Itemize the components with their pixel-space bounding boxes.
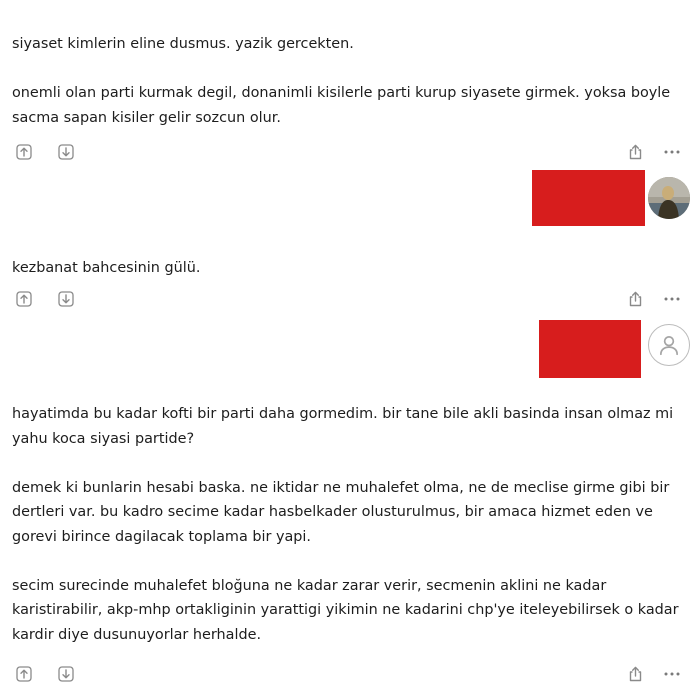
share-icon[interactable] bbox=[625, 142, 645, 162]
author-name-redacted[interactable] bbox=[539, 320, 641, 378]
more-dots-icon[interactable] bbox=[660, 142, 684, 162]
entry-1-paragraph-1: siyaset kimlerin eline dusmus. yazik gercekten. bbox=[12, 36, 354, 52]
avatar-photo-image bbox=[648, 177, 690, 219]
entry-2-content bbox=[12, 256, 680, 281]
arrow-down-icon[interactable] bbox=[56, 142, 76, 162]
entry-3-actions bbox=[12, 664, 680, 684]
entry-1-content bbox=[12, 32, 680, 130]
share-icon[interactable] bbox=[625, 289, 645, 309]
entry-3-paragraph-2: demek ki bunlarin hesabi baska. ne iktidar ne muhalefet olma, ne de meclise girme gibi bir dertleri var. bu kadro secime kadar hasbelkader olusturulmus, bir amaca hizmet eden ve gorevi birince dagilacak toplama bir yapi. bbox=[12, 479, 670, 545]
share-icon[interactable] bbox=[625, 664, 645, 684]
entry-1-paragraph-2: onemli olan parti kurmak degil, donanimli kisilerle parti kurup siyasete girmek. yoksa boyle sacma sapan kisiler gelir sozcun olur. bbox=[12, 85, 671, 126]
entry-2-actions bbox=[12, 289, 680, 309]
entry-3-paragraph-3: secim surecinde muhalefet bloğuna ne kadar zarar verir, secmenin aklini ne kadar karistirabilir, akp-mhp ortakliginin yarattigi yikimin ne kadarini chp'ye iteleyebilirsek o kadar kardir diye dusunuyorlar herhalde. bbox=[12, 577, 679, 643]
arrow-up-icon[interactable] bbox=[14, 142, 34, 162]
author-name-redacted[interactable] bbox=[532, 170, 645, 226]
default-user-icon[interactable] bbox=[648, 324, 690, 366]
arrow-down-icon[interactable] bbox=[56, 289, 76, 309]
user-silhouette-icon bbox=[656, 332, 682, 358]
entry-2-paragraph-1: kezbanat bahcesinin gülü. bbox=[12, 260, 201, 276]
more-dots-icon[interactable] bbox=[660, 664, 684, 684]
entry-3-content bbox=[12, 402, 680, 647]
photo-avatar[interactable] bbox=[648, 177, 690, 219]
entry-3-paragraph-1: hayatimda bu kadar kofti bir parti daha gormedim. bir tane bile akli basinda insan olmaz mi yahu koca siyasi partide? bbox=[12, 406, 674, 447]
arrow-up-icon[interactable] bbox=[14, 289, 34, 309]
more-dots-icon[interactable] bbox=[660, 289, 684, 309]
entry-1-actions bbox=[12, 142, 680, 162]
arrow-up-icon[interactable] bbox=[14, 664, 34, 684]
arrow-down-icon[interactable] bbox=[56, 664, 76, 684]
